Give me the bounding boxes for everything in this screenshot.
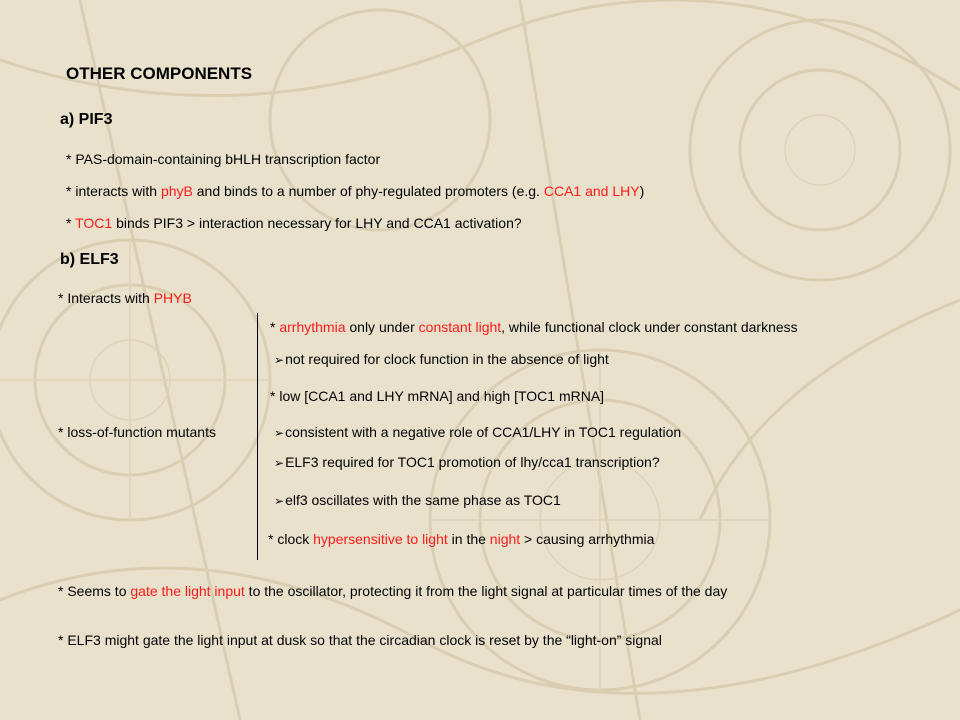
elf3-required: ➢ELF3 required for TOC1 promotion of lhy/cca1 transcription? — [274, 454, 660, 470]
elf3-dusk: * ELF3 might gate the light input at dusk so that the circadian clock is reset by the “light-on” signal — [58, 632, 662, 648]
pif3-line-2: * interacts with phyB and binds to a number of phy-regulated promoters (e.g. CCA1 and LHY) — [66, 183, 645, 199]
elf3-gate: * Seems to gate the light input to the oscillator, protecting it from the light signal at particular times of the day — [58, 583, 728, 599]
arrow-bullet-icon: ➢ — [274, 353, 285, 367]
elf3-hypersensitive: * clock hypersensitive to light in the night > causing arrhythmia — [268, 531, 655, 547]
arrow-bullet-icon: ➢ — [274, 426, 285, 440]
pif3-line-3: * TOC1 binds PIF3 > interaction necessary for LHY and CCA1 activation? — [66, 215, 522, 231]
arrow-bullet-icon: ➢ — [274, 456, 285, 470]
bracket-line — [257, 313, 258, 560]
pif3-line-1: * PAS-domain-containing bHLH transcription factor — [66, 151, 381, 167]
page-title: OTHER COMPONENTS — [66, 64, 253, 83]
elf3-low-high: * low [CCA1 and LHY mRNA] and high [TOC1 mRNA] — [270, 388, 605, 404]
elf3-arrhythmia: * arrhythmia only under constant light, while functional clock under constant darkness — [270, 319, 798, 335]
elf3-heading: b) ELF3 — [60, 251, 119, 268]
arrow-bullet-icon: ➢ — [274, 494, 285, 508]
elf3-not-required: ➢not required for clock function in the absence of light — [274, 351, 609, 367]
elf3-consistent: ➢consistent with a negative role of CCA1/LHY in TOC1 regulation — [274, 424, 682, 440]
elf3-interacts: * Interacts with PHYB — [58, 290, 192, 306]
pif3-heading: a) PIF3 — [60, 111, 113, 128]
elf3-mutants-label: * loss-of-function mutants — [58, 424, 216, 440]
elf3-oscillates: ➢elf3 oscillates with the same phase as TOC1 — [274, 492, 561, 508]
